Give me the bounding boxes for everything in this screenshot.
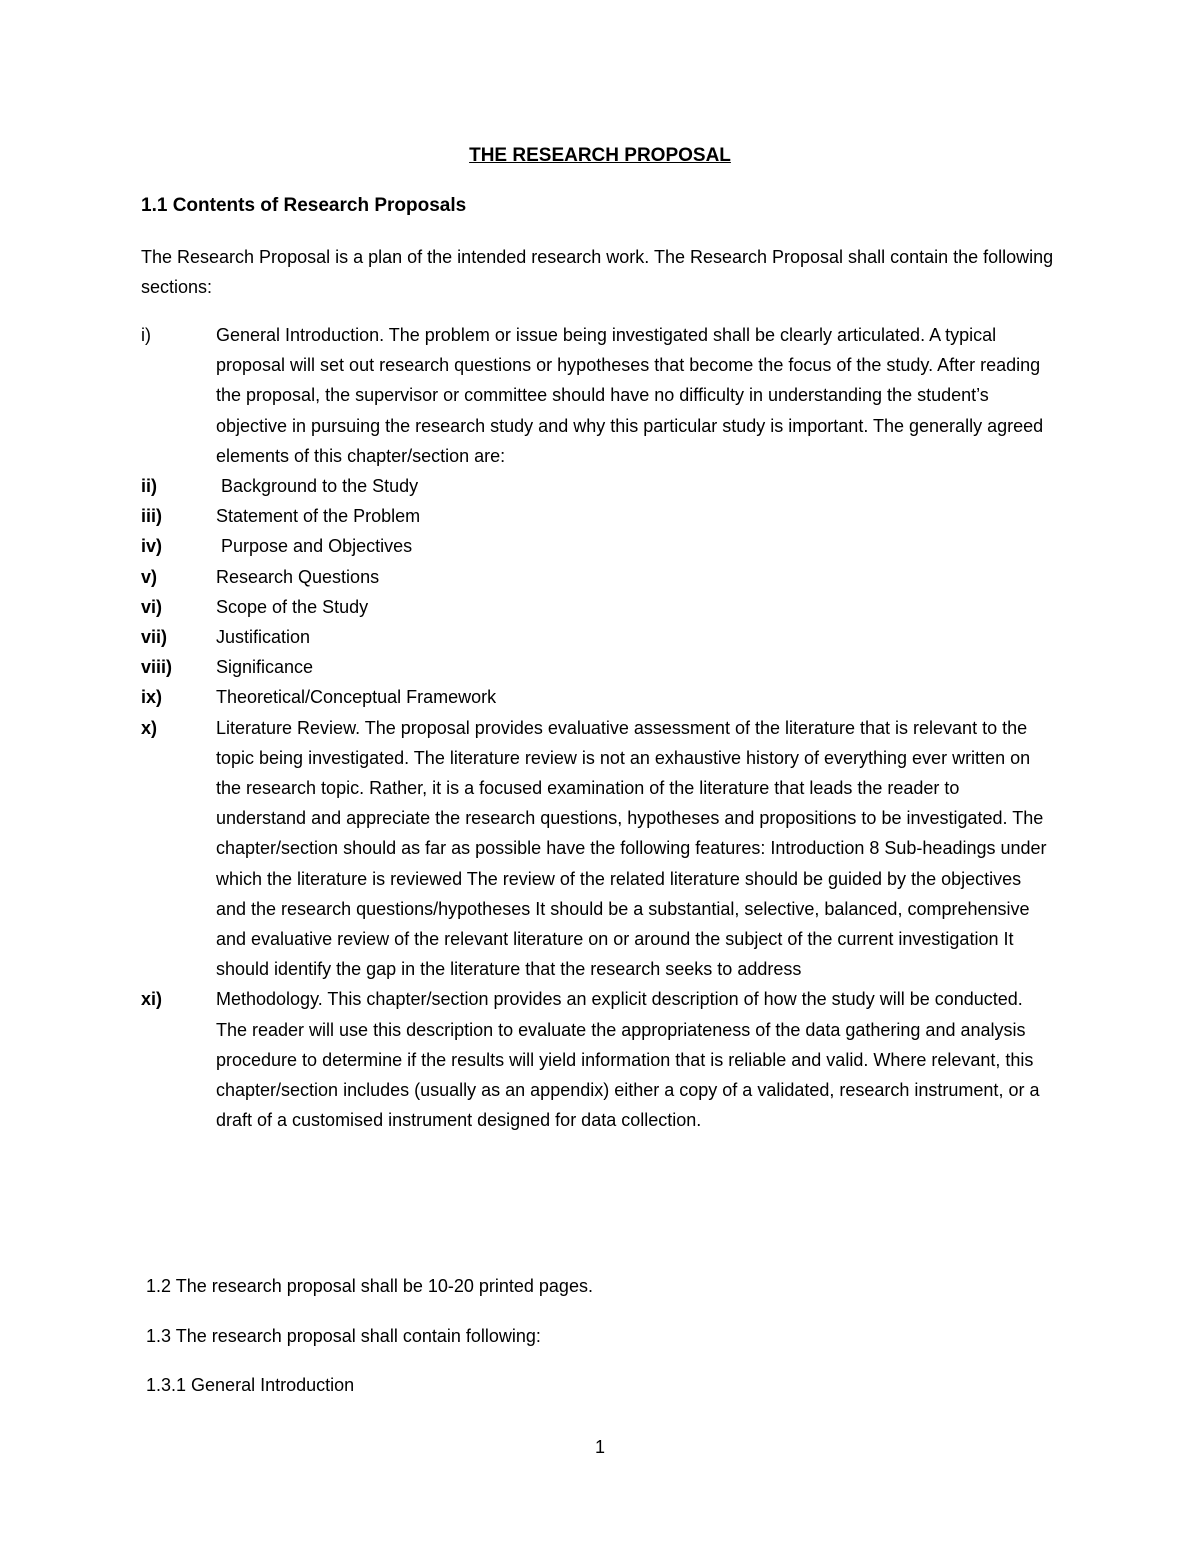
list-item-number: i) <box>141 325 151 345</box>
list-item <box>141 562 1061 592</box>
list-item-text: Methodology. This chapter/section provides an explicit description of how the study will be conducted. The reader will use this description to evaluate the appropriateness of the data gathering and analysis procedure to determine if the results will yield information that is reliable and valid. Where relevant, this chapter/section includes (usually as an appendix) either a copy of a validated, research instrument, or a draft of a customised instrument designed for data collection. <box>216 989 1040 1131</box>
page-number: 1 <box>594 1437 605 1457</box>
section-heading: 1.1 Contents of Research Proposals <box>141 195 467 216</box>
list-item-text: Justification <box>216 627 311 648</box>
list-item <box>141 713 1061 985</box>
list-item-text: Scope of the Study <box>216 596 369 617</box>
list-item-text: Statement of the Problem <box>216 506 421 527</box>
list-item-text: Theoretical/Conceptual Framework <box>216 687 497 708</box>
list-item-number: iv) <box>141 536 163 557</box>
list-item-number: ii) <box>141 476 157 497</box>
list-item-text: Significance <box>216 657 314 678</box>
list-item <box>141 592 1061 622</box>
intro-paragraph: The Research Proposal is a plan of the intended research work. The Research Proposal shall contain the following sections: <box>141 247 1054 297</box>
list-item <box>141 531 1061 561</box>
list-item-number: v) <box>141 566 158 587</box>
list-item-text: Literature Review. The proposal provides evaluative assessment of the literature that is relevant to the topic being investigated. The literature review is not an exhaustive history of everything ever written on the research topic. Rather, it is a focused examination of the literature that leads the reader to understand and appreciate the research questions, hypotheses and propositions to be investigated. The chapter/section should as far as possible have the following features: Introduction 8 Sub-headings under which the literature is reviewed The review of the related literature should be guided by the objectives and the research questions/hypotheses It should be a substantial, selective, balanced, comprehensive and evaluative review of the relevant literature on or around the subject of the current investigation It should identify the gap in the literature that the research seeks to address <box>216 717 1047 980</box>
list-item-text: Background to the Study <box>216 476 419 497</box>
list-item-text: Purpose and Objectives <box>216 536 413 557</box>
section-1-2: 1.2 The research proposal shall be 10-20 printed pages. <box>146 1276 593 1296</box>
section-1-3: 1.3 The research proposal shall contain following: <box>146 1326 541 1346</box>
list-item <box>141 471 1061 501</box>
list-item <box>141 984 1061 1135</box>
list-item-number: x) <box>141 717 158 738</box>
document-title: THE RESEARCH PROPOSAL <box>469 145 731 166</box>
list-item-number: viii) <box>141 657 173 678</box>
section-1-3-1: 1.3.1 General Introduction <box>146 1375 355 1395</box>
list-item-text: Research Questions <box>216 566 380 587</box>
list-item-number: xi) <box>141 989 163 1010</box>
list-item-number: ix) <box>141 687 163 708</box>
list-item <box>141 652 1061 682</box>
list-item-number: vi) <box>141 596 163 617</box>
sections-list <box>141 320 1061 1135</box>
list-item <box>141 622 1061 652</box>
list-item <box>141 501 1061 531</box>
list-item-number: iii) <box>141 506 162 527</box>
list-item-text: General Introduction. The problem or issue being investigated shall be clearly articulated. A typical proposal will set out research questions or hypotheses that become the focus of the study. After reading the proposal, the supervisor or committee should have no difficulty in understanding the student’s objective in pursuing the research study and why this particular study is important. The generally agreed elements of this chapter/section are: <box>216 325 1044 466</box>
list-item <box>141 320 1061 471</box>
list-item-number: vii) <box>141 627 168 648</box>
list-item <box>141 682 1061 712</box>
